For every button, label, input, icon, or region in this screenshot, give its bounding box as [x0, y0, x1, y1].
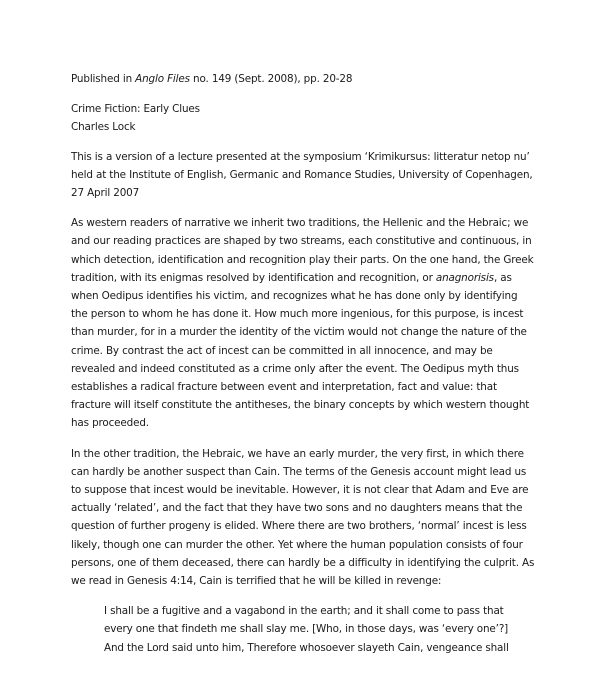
genesis-quotation: I shall be a fugitive and a vagabond in the earth; and it shall come to pass that every one that findeth me shall slay me. [Who, in those days, was ‘every one’?] And the Lord said unto him, Therefore whosoever slayeth Cain, vengeance shall	[104, 605, 509, 654]
publication-prefix: Published in	[71, 73, 136, 85]
paragraph1-italic-term: anagnorisis	[435, 271, 494, 284]
lecture-note: This is a version of a lecture presented at the symposium ‘Krimikursus: litteratur netop nu’ held at the Institute of English, Germanic and Romance Studies, University of Copenhagen, 27 April 2007	[71, 150, 533, 200]
title-block	[71, 100, 537, 136]
paragraph1-text-b: , as when Oedipus identifies his victim, and recognizes what he has done only by identifying the person to whom he has done it. How much more ingenious, for this purpose, is incest than murder, for in a murder the identity of the victim would not change the nature of the crime. By contrast the act of incest can be committed in all innocence, and may be revealed and indeed constituted as a crime only after the event. The Oedipus myth thus establishes a radical fracture between event and interpretation, fact and value: that fracture will itself constitute the antitheses, the binary concepts by which western thought has proceeded.	[71, 271, 530, 430]
document-page	[71, 70, 537, 657]
article-title: Crime Fiction: Early Clues	[71, 103, 200, 116]
publication-line	[71, 70, 537, 88]
paragraph-hebraic-tradition: In the other tradition, the Hebraic, we have an early murder, the very first, in which there can hardly be another suspect than Cain. The terms of the Genesis account might lead us to suppose that incest would be inevitable. However, it is not clear that Adam and Eve are actually ‘related’, and the fact that they have two sons and no daughters means that the question of further progeny is elided. Where there are two brothers, ‘normal’ incest is less likely, though one can murder the other. Yet where the human population consists of four persons, one of them deceased, there can hardly be a difficulty in identifying the culprit. As we read in Genesis 4:14, Cain is terrified that he will be killed in revenge:	[71, 447, 535, 588]
publication-details: no. 149 (Sept. 2008), pp. 20-28	[189, 73, 353, 85]
journal-title: Anglo Files	[135, 73, 190, 85]
paragraph-hellenic-hebraic	[71, 214, 537, 432]
paragraph1-text-a: As western readers of narrative we inherit two traditions, the Hellenic and the Hebraic; we and our reading practices are shaped by two streams, each constitutive and continuous, in which detection, identification and recognition play their parts. On the one hand, the Greek tradition, with its enigmas resolved by identification and recognition, or	[71, 217, 534, 284]
article-author: Charles Lock	[71, 121, 136, 134]
